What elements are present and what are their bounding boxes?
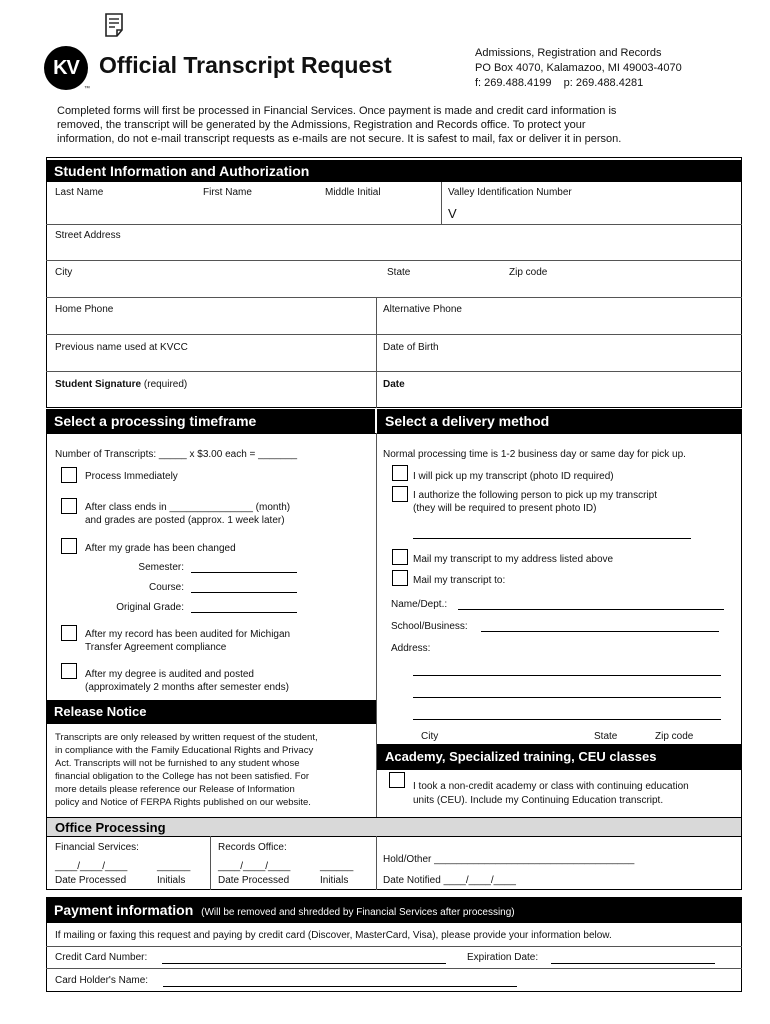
office-name: Admissions, Registration and Records	[475, 47, 662, 59]
expiration-label: Expiration Date:	[467, 952, 539, 963]
street-address-label[interactable]: Street Address	[55, 230, 121, 241]
fs-date-blank[interactable]: ____/____/____	[55, 861, 128, 872]
release-line-3: Act. Transcripts will not be furnished to any student whose	[55, 758, 300, 769]
logo-text: KV	[53, 57, 79, 79]
process-immediately-label: Process Immediately	[85, 471, 178, 482]
academy-line-1: I took a non-credit academy or class with continuing education	[413, 781, 689, 792]
course-label: Course:	[148, 582, 184, 593]
previous-name-label[interactable]: Previous name used at KVCC	[55, 342, 188, 353]
release-notice-header: Release Notice	[46, 700, 376, 724]
delivery-header: Select a delivery method	[377, 409, 742, 433]
records-office-label: Records Office:	[218, 842, 287, 853]
address-label: Address:	[391, 643, 431, 654]
ro-initials: Initials	[320, 875, 349, 886]
dob-label[interactable]: Date of Birth	[383, 342, 439, 353]
office-phones: f: 269.488.4199 p: 269.488.4281	[475, 77, 644, 89]
payment-note: (Will be removed and shredded by Financial Services after processing)	[201, 907, 515, 918]
name-dept-line	[458, 609, 724, 610]
fs-date-processed: Date Processed	[55, 875, 127, 886]
academy-header: Academy, Specialized training, CEU classes	[377, 744, 742, 770]
degree-audited-checkbox[interactable]	[61, 663, 77, 679]
processing-header: Select a processing timeframe	[46, 409, 375, 433]
state-label[interactable]: State	[387, 267, 411, 278]
signature-bold: Student Signature	[55, 379, 142, 390]
mail-address-checkbox[interactable]	[392, 549, 408, 565]
document-icon	[104, 12, 126, 38]
school-business-label: School/Business:	[391, 621, 468, 632]
name-dept-label: Name/Dept.:	[391, 599, 448, 610]
authorize-label-1: I authorize the following person to pick up my transcript	[413, 490, 658, 501]
signature-note: (required)	[141, 379, 188, 390]
semester-label: Semester:	[138, 562, 184, 573]
normal-processing-time: Normal processing time is 1-2 business day or same day for pick up.	[383, 449, 686, 460]
office-address: PO Box 4070, Kalamazoo, MI 49003-4070	[475, 62, 682, 74]
academy-checkbox[interactable]	[389, 772, 405, 788]
after-class-label-1: After class ends in _______________ (month)	[85, 502, 291, 513]
card-holder-label: Card Holder's Name:	[55, 975, 149, 986]
record-audited-label-2: Transfer Agreement compliance	[85, 642, 227, 653]
release-line-4: financial obligation to the College has not been satisfied. For	[55, 771, 310, 782]
date-label[interactable]: Date	[383, 379, 405, 390]
address-line-1	[413, 675, 721, 676]
release-line-2: in compliance with the Family Educational Rights and Privacy	[55, 745, 314, 756]
process-immediately-checkbox[interactable]	[61, 467, 77, 483]
fs-initials-blank[interactable]: ______	[157, 861, 191, 872]
city-label[interactable]: City	[55, 267, 73, 278]
mail-to-checkbox[interactable]	[392, 570, 408, 586]
grade-changed-checkbox[interactable]	[61, 538, 77, 554]
authorize-checkbox[interactable]	[392, 486, 408, 502]
first-name-label[interactable]: First Name	[203, 187, 252, 198]
course-line	[191, 592, 297, 593]
middle-initial-label[interactable]: Middle Initial	[325, 187, 381, 198]
semester-line	[191, 572, 297, 573]
card-number-label: Credit Card Number:	[55, 952, 148, 963]
release-line-6: policy and Notice of FERPA Rights published on our website.	[55, 797, 311, 808]
delivery-zip-label: Zip code	[655, 731, 694, 742]
pickup-label: I will pick up my transcript (photo ID required)	[413, 471, 614, 482]
delivery-city-label: City	[421, 731, 439, 742]
payment-title: Payment information	[54, 902, 194, 918]
intro-line-2: removed, the transcript will be generated by the Admissions, Registration and Records office. To protect your	[57, 119, 586, 131]
academy-line-2: units (CEU). Include my Continuing Education transcript.	[413, 795, 664, 806]
school-business-line	[481, 631, 719, 632]
record-audited-label-1: After my record has been audited for Michigan	[85, 629, 291, 640]
authorized-person-line	[413, 538, 691, 539]
ro-date-processed: Date Processed	[218, 875, 290, 886]
intro-line-3: information, do not e-mail transcript requests as e-mails are not secure. It is safest to mail, fax or deliver it in person.	[57, 133, 622, 145]
ro-initials-blank[interactable]: ______	[320, 861, 354, 872]
authorize-label-2: (they will be required to present photo ID)	[413, 503, 597, 514]
mail-to-label: Mail my transcript to:	[413, 575, 506, 586]
payment-instruction: If mailing or faxing this request and paying by credit card (Discover, MasterCard, Visa), please provide your information below.	[55, 930, 612, 941]
kv-logo	[44, 46, 88, 90]
hold-other[interactable]: Hold/Other ____________________________________	[383, 854, 635, 865]
card-holder-line	[163, 986, 517, 987]
address-line-3	[413, 719, 721, 720]
date-notified[interactable]: Date Notified ____/____/____	[383, 875, 516, 886]
degree-audited-label-2: (approximately 2 months after semester ends)	[85, 682, 289, 693]
release-line-1: Transcripts are only released by written request of the student,	[55, 732, 318, 743]
original-grade-line	[191, 612, 297, 613]
logo-tm: ™	[84, 86, 90, 92]
office-processing-header: Office Processing	[46, 817, 742, 837]
alt-phone-label[interactable]: Alternative Phone	[383, 304, 462, 315]
payment-header	[46, 897, 742, 923]
signature-label[interactable]	[55, 378, 187, 391]
expiration-line	[551, 963, 715, 964]
grade-changed-label: After my grade has been changed	[85, 543, 236, 554]
degree-audited-label-1: After my degree is audited and posted	[85, 669, 254, 680]
financial-services-label: Financial Services:	[55, 842, 139, 853]
original-grade-label: Original Grade:	[116, 602, 184, 613]
pickup-checkbox[interactable]	[392, 465, 408, 481]
delivery-state-label: State	[594, 731, 618, 742]
fs-initials: Initials	[157, 875, 186, 886]
release-line-5: more details please reference our Release of Information	[55, 784, 295, 795]
intro-line-1: Completed forms will first be processed in Financial Services. Once payment is made and credit card information is	[57, 105, 617, 117]
mail-address-label: Mail my transcript to my address listed above	[413, 554, 614, 565]
num-transcripts[interactable]: Number of Transcripts: _____ x $3.00 each = _______	[55, 449, 298, 460]
valley-id-prefix: V	[448, 206, 457, 221]
page-title: Official Transcript Request	[99, 52, 392, 78]
after-class-label-2: and grades are posted (approx. 1 week later)	[85, 515, 285, 526]
ro-date-blank[interactable]: ____/____/____	[218, 861, 291, 872]
address-line-2	[413, 697, 721, 698]
student-info-header: Student Information and Authorization	[46, 160, 742, 182]
after-class-checkbox[interactable]	[61, 498, 77, 514]
record-audited-checkbox[interactable]	[61, 625, 77, 641]
last-name-label[interactable]: Last Name	[55, 187, 104, 198]
home-phone-label[interactable]: Home Phone	[55, 304, 114, 315]
card-number-line	[162, 963, 446, 964]
zip-label[interactable]: Zip code	[509, 267, 548, 278]
valley-id-label[interactable]: Valley Identification Number	[448, 187, 572, 198]
